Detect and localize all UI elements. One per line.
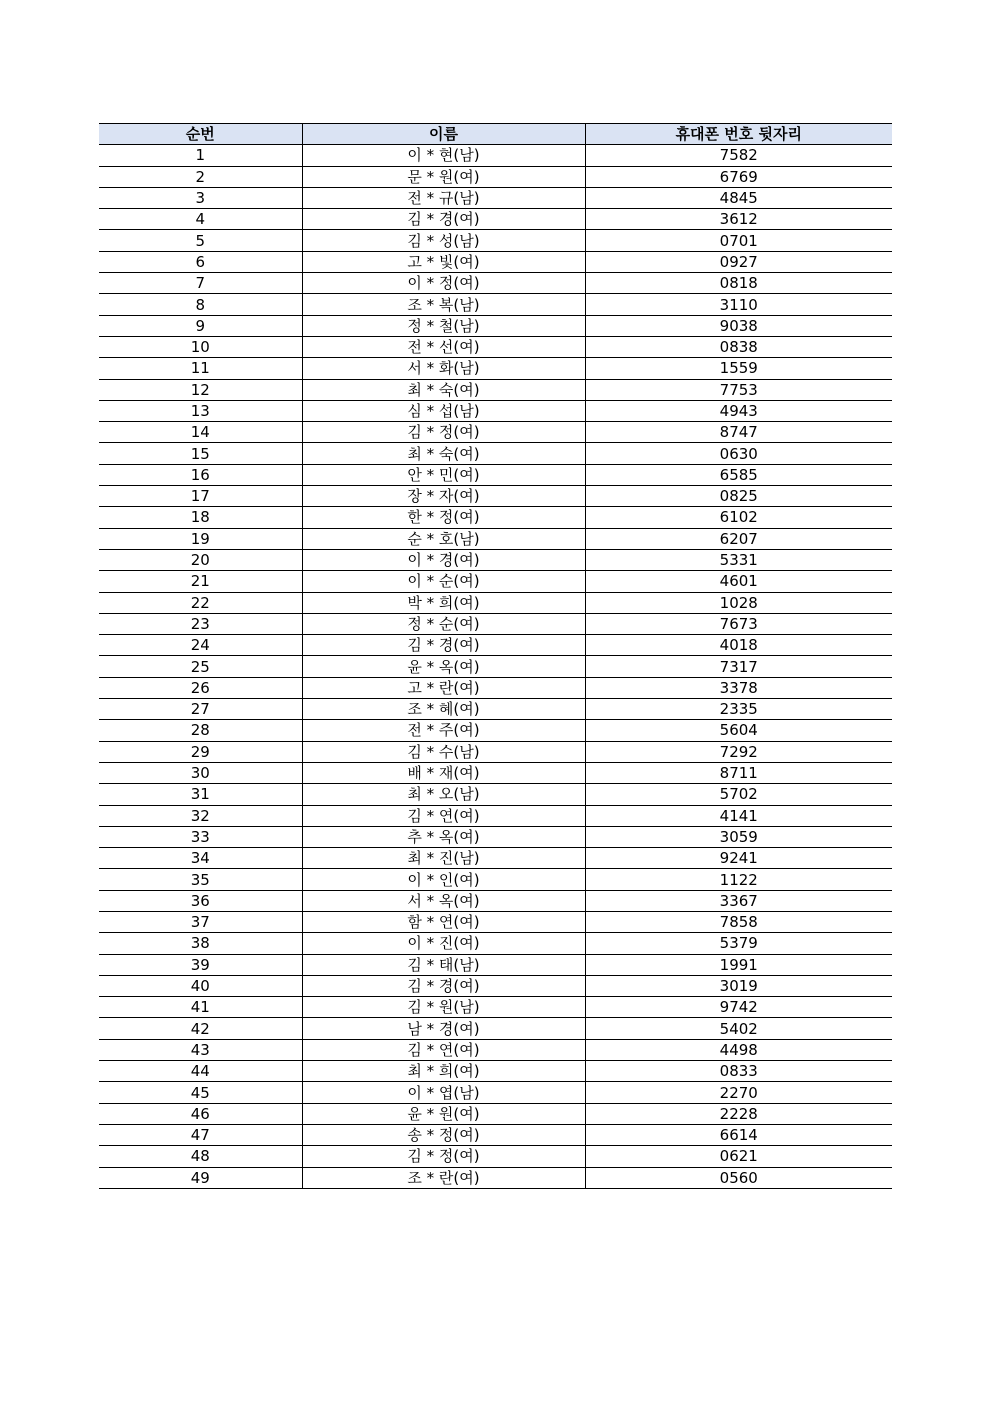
- cell-number: 23: [99, 613, 302, 634]
- cell-number: 22: [99, 592, 302, 613]
- table-row: [99, 294, 892, 315]
- cell-number: 3: [99, 187, 302, 208]
- cell-number: 1: [99, 145, 302, 166]
- cell-name: 정 * 순(여): [302, 613, 585, 634]
- cell-number: 9: [99, 315, 302, 336]
- cell-number: 32: [99, 805, 302, 826]
- table-row: [99, 230, 892, 251]
- cell-name: 김 * 연(여): [302, 805, 585, 826]
- cell-number: 30: [99, 762, 302, 783]
- table-row: [99, 954, 892, 975]
- cell-name: 조 * 란(여): [302, 1167, 585, 1188]
- table-row: [99, 613, 892, 634]
- cell-phone-last-digits: 3378: [585, 677, 892, 698]
- cell-phone-last-digits: 6207: [585, 528, 892, 549]
- table-row: [99, 720, 892, 741]
- cell-number: 35: [99, 869, 302, 890]
- table-row: [99, 251, 892, 272]
- cell-number: 48: [99, 1146, 302, 1167]
- cell-number: 6: [99, 251, 302, 272]
- cell-phone-last-digits: 0701: [585, 230, 892, 251]
- cell-phone-last-digits: 2270: [585, 1082, 892, 1103]
- cell-number: 18: [99, 507, 302, 528]
- table-row: [99, 358, 892, 379]
- cell-phone-last-digits: 5604: [585, 720, 892, 741]
- cell-number: 2: [99, 166, 302, 187]
- cell-phone-last-digits: 4845: [585, 187, 892, 208]
- table-row: [99, 507, 892, 528]
- cell-name: 김 * 수(남): [302, 741, 585, 762]
- table-row: [99, 315, 892, 336]
- cell-phone-last-digits: 0630: [585, 443, 892, 464]
- cell-number: 25: [99, 656, 302, 677]
- cell-name: 윤 * 원(여): [302, 1103, 585, 1124]
- table-row: [99, 677, 892, 698]
- cell-number: 42: [99, 1018, 302, 1039]
- cell-name: 서 * 옥(여): [302, 890, 585, 911]
- cell-number: 4: [99, 209, 302, 230]
- cell-phone-last-digits: 6614: [585, 1124, 892, 1145]
- table-row: [99, 422, 892, 443]
- cell-phone-last-digits: 1991: [585, 954, 892, 975]
- cell-phone-last-digits: 8711: [585, 762, 892, 783]
- cell-name: 김 * 경(여): [302, 975, 585, 996]
- table-row: [99, 805, 892, 826]
- cell-number: 11: [99, 358, 302, 379]
- table-row: [99, 1018, 892, 1039]
- cell-name: 이 * 순(여): [302, 571, 585, 592]
- cell-number: 41: [99, 997, 302, 1018]
- cell-phone-last-digits: 8747: [585, 422, 892, 443]
- column-header-number: 순번: [99, 124, 302, 145]
- cell-phone-last-digits: 7858: [585, 911, 892, 932]
- table-row: [99, 911, 892, 932]
- cell-number: 37: [99, 911, 302, 932]
- cell-name: 김 * 성(남): [302, 230, 585, 251]
- winner-list-sheet: [99, 123, 892, 1189]
- cell-phone-last-digits: 5702: [585, 784, 892, 805]
- cell-number: 26: [99, 677, 302, 698]
- cell-number: 38: [99, 933, 302, 954]
- cell-name: 고 * 란(여): [302, 677, 585, 698]
- cell-phone-last-digits: 7317: [585, 656, 892, 677]
- table-header-row: [99, 124, 892, 145]
- table-row: [99, 1146, 892, 1167]
- cell-name: 전 * 선(여): [302, 336, 585, 357]
- table-row: [99, 400, 892, 421]
- table-row: [99, 997, 892, 1018]
- cell-phone-last-digits: 1028: [585, 592, 892, 613]
- column-header-name: 이름: [302, 124, 585, 145]
- table-row: [99, 486, 892, 507]
- cell-name: 최 * 오(남): [302, 784, 585, 805]
- cell-name: 서 * 화(남): [302, 358, 585, 379]
- table-row: [99, 762, 892, 783]
- cell-number: 5: [99, 230, 302, 251]
- cell-name: 추 * 옥(여): [302, 826, 585, 847]
- cell-phone-last-digits: 0818: [585, 273, 892, 294]
- cell-phone-last-digits: 1559: [585, 358, 892, 379]
- cell-number: 7: [99, 273, 302, 294]
- cell-phone-last-digits: 3059: [585, 826, 892, 847]
- table-row: [99, 379, 892, 400]
- cell-name: 이 * 현(남): [302, 145, 585, 166]
- cell-number: 20: [99, 549, 302, 570]
- cell-number: 10: [99, 336, 302, 357]
- cell-name: 최 * 숙(여): [302, 379, 585, 400]
- cell-number: 14: [99, 422, 302, 443]
- cell-number: 15: [99, 443, 302, 464]
- table-row: [99, 890, 892, 911]
- cell-name: 심 * 섭(남): [302, 400, 585, 421]
- cell-phone-last-digits: 4141: [585, 805, 892, 826]
- cell-name: 이 * 정(여): [302, 273, 585, 294]
- cell-number: 34: [99, 848, 302, 869]
- table-body: [99, 145, 892, 1189]
- table-row: [99, 699, 892, 720]
- cell-phone-last-digits: 7753: [585, 379, 892, 400]
- cell-number: 17: [99, 486, 302, 507]
- table-row: [99, 975, 892, 996]
- table-row: [99, 656, 892, 677]
- cell-name: 한 * 정(여): [302, 507, 585, 528]
- cell-name: 조 * 복(남): [302, 294, 585, 315]
- cell-phone-last-digits: 4601: [585, 571, 892, 592]
- cell-phone-last-digits: 6585: [585, 464, 892, 485]
- table-row: [99, 336, 892, 357]
- cell-name: 김 * 경(여): [302, 209, 585, 230]
- table-row: [99, 741, 892, 762]
- cell-name: 장 * 자(여): [302, 486, 585, 507]
- cell-number: 49: [99, 1167, 302, 1188]
- cell-number: 29: [99, 741, 302, 762]
- table-row: [99, 1039, 892, 1060]
- cell-name: 이 * 진(여): [302, 933, 585, 954]
- cell-phone-last-digits: 2335: [585, 699, 892, 720]
- cell-name: 문 * 원(여): [302, 166, 585, 187]
- cell-name: 안 * 민(여): [302, 464, 585, 485]
- table-row: [99, 869, 892, 890]
- cell-phone-last-digits: 3367: [585, 890, 892, 911]
- cell-phone-last-digits: 6769: [585, 166, 892, 187]
- cell-name: 배 * 재(여): [302, 762, 585, 783]
- cell-name: 순 * 호(남): [302, 528, 585, 549]
- cell-number: 31: [99, 784, 302, 805]
- table-row: [99, 209, 892, 230]
- cell-phone-last-digits: 2228: [585, 1103, 892, 1124]
- table-row: [99, 635, 892, 656]
- cell-phone-last-digits: 3019: [585, 975, 892, 996]
- cell-phone-last-digits: 9038: [585, 315, 892, 336]
- cell-name: 이 * 경(여): [302, 549, 585, 570]
- table-row: [99, 145, 892, 166]
- cell-name: 최 * 숙(여): [302, 443, 585, 464]
- cell-number: 19: [99, 528, 302, 549]
- cell-name: 전 * 규(남): [302, 187, 585, 208]
- table-row: [99, 826, 892, 847]
- cell-name: 윤 * 옥(여): [302, 656, 585, 677]
- cell-phone-last-digits: 3612: [585, 209, 892, 230]
- winner-table: [99, 123, 892, 1189]
- cell-phone-last-digits: 9241: [585, 848, 892, 869]
- cell-phone-last-digits: 0825: [585, 486, 892, 507]
- cell-phone-last-digits: 5379: [585, 933, 892, 954]
- cell-number: 16: [99, 464, 302, 485]
- cell-number: 44: [99, 1061, 302, 1082]
- cell-phone-last-digits: 4943: [585, 400, 892, 421]
- cell-name: 정 * 철(남): [302, 315, 585, 336]
- table-row: [99, 1082, 892, 1103]
- table-row: [99, 1167, 892, 1188]
- cell-number: 21: [99, 571, 302, 592]
- table-row: [99, 528, 892, 549]
- cell-number: 40: [99, 975, 302, 996]
- table-row: [99, 187, 892, 208]
- cell-name: 김 * 경(여): [302, 635, 585, 656]
- cell-phone-last-digits: 6102: [585, 507, 892, 528]
- cell-phone-last-digits: 0621: [585, 1146, 892, 1167]
- cell-phone-last-digits: 0560: [585, 1167, 892, 1188]
- table-row: [99, 166, 892, 187]
- cell-name: 김 * 연(여): [302, 1039, 585, 1060]
- cell-name: 김 * 정(여): [302, 1146, 585, 1167]
- cell-name: 고 * 빛(여): [302, 251, 585, 272]
- cell-phone-last-digits: 7582: [585, 145, 892, 166]
- table-row: [99, 784, 892, 805]
- cell-name: 이 * 엽(남): [302, 1082, 585, 1103]
- cell-phone-last-digits: 5402: [585, 1018, 892, 1039]
- cell-name: 김 * 태(남): [302, 954, 585, 975]
- table-row: [99, 1124, 892, 1145]
- cell-name: 김 * 정(여): [302, 422, 585, 443]
- cell-number: 45: [99, 1082, 302, 1103]
- cell-phone-last-digits: 7673: [585, 613, 892, 634]
- cell-number: 27: [99, 699, 302, 720]
- cell-name: 남 * 경(여): [302, 1018, 585, 1039]
- cell-phone-last-digits: 4498: [585, 1039, 892, 1060]
- column-header-phone-last-digits: 휴대폰 번호 뒷자리: [585, 124, 892, 145]
- cell-number: 36: [99, 890, 302, 911]
- cell-number: 39: [99, 954, 302, 975]
- cell-name: 전 * 주(여): [302, 720, 585, 741]
- cell-phone-last-digits: 0833: [585, 1061, 892, 1082]
- cell-number: 33: [99, 826, 302, 847]
- cell-number: 12: [99, 379, 302, 400]
- table-row: [99, 273, 892, 294]
- table-row: [99, 464, 892, 485]
- cell-phone-last-digits: 9742: [585, 997, 892, 1018]
- table-row: [99, 592, 892, 613]
- cell-number: 8: [99, 294, 302, 315]
- cell-phone-last-digits: 0927: [585, 251, 892, 272]
- cell-number: 13: [99, 400, 302, 421]
- cell-name: 최 * 희(여): [302, 1061, 585, 1082]
- cell-phone-last-digits: 0838: [585, 336, 892, 357]
- cell-name: 최 * 진(남): [302, 848, 585, 869]
- cell-phone-last-digits: 7292: [585, 741, 892, 762]
- table-row: [99, 1103, 892, 1124]
- table-row: [99, 848, 892, 869]
- cell-number: 47: [99, 1124, 302, 1145]
- cell-phone-last-digits: 5331: [585, 549, 892, 570]
- cell-name: 김 * 원(남): [302, 997, 585, 1018]
- table-row: [99, 443, 892, 464]
- table-row: [99, 1061, 892, 1082]
- cell-name: 박 * 희(여): [302, 592, 585, 613]
- cell-phone-last-digits: 3110: [585, 294, 892, 315]
- cell-number: 46: [99, 1103, 302, 1124]
- cell-name: 송 * 정(여): [302, 1124, 585, 1145]
- cell-phone-last-digits: 4018: [585, 635, 892, 656]
- cell-name: 함 * 연(여): [302, 911, 585, 932]
- cell-name: 조 * 혜(여): [302, 699, 585, 720]
- table-row: [99, 571, 892, 592]
- cell-number: 24: [99, 635, 302, 656]
- cell-phone-last-digits: 1122: [585, 869, 892, 890]
- table-row: [99, 933, 892, 954]
- table-row: [99, 549, 892, 570]
- cell-number: 28: [99, 720, 302, 741]
- cell-number: 43: [99, 1039, 302, 1060]
- cell-name: 이 * 인(여): [302, 869, 585, 890]
